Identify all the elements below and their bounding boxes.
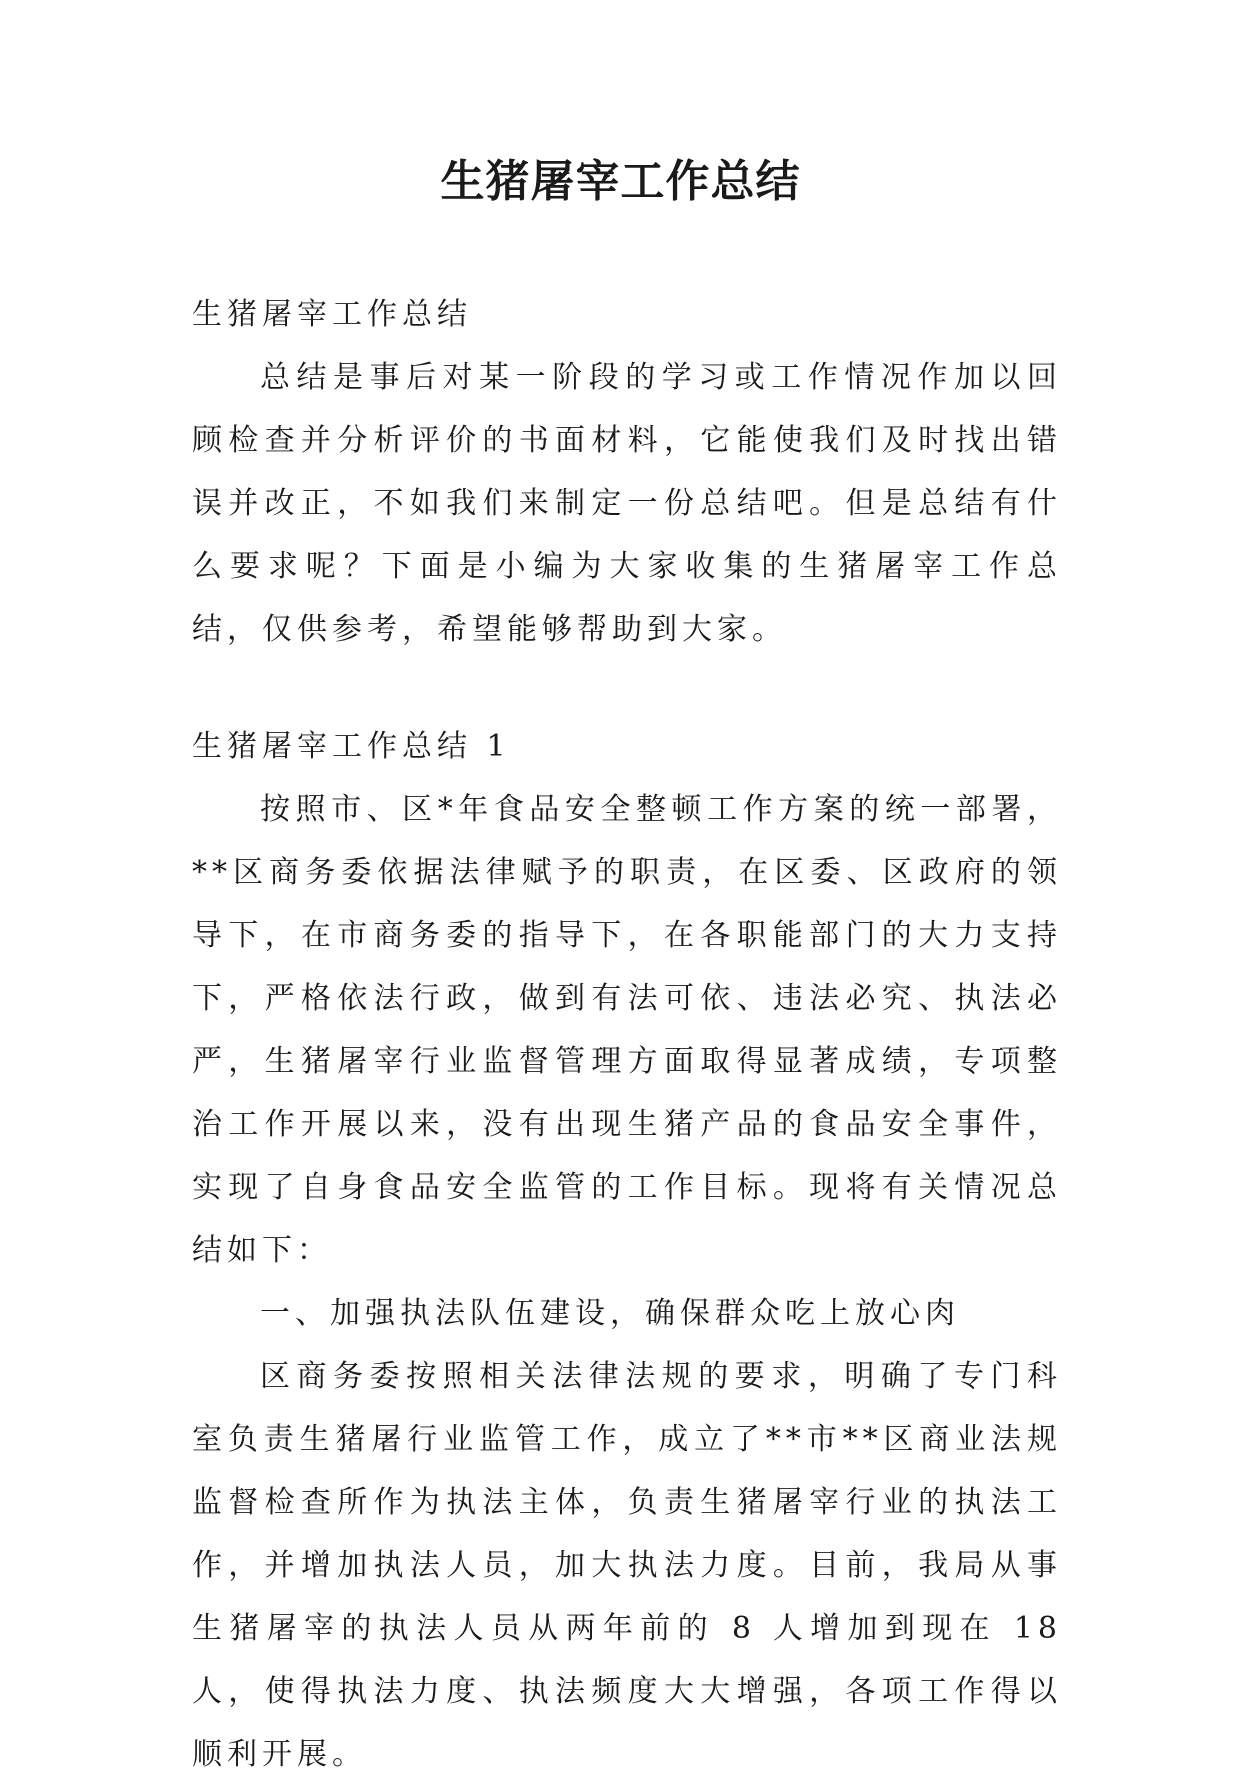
section-paragraph-2: 区商务委按照相关法律法规的要求，明确了专门科室负责生猪屠行业监管工作，成立了**市**区商业法规监督检查所作为执法主体，负责生猪屠宰行业的执法工作，并增加执法人员，加大执法力度。目前，我局从事生猪屠宰的执法人员从两年前的 8 人增加到现在 18 人，使得执法力度、执法频度大大增强，各项工作得以顺利开展。 <box>192 1359 1062 1772</box>
intro-paragraph: 总结是事后对某一阶段的学习或工作情况作加以回顾检查并分析评价的书面材料，它能使我们及时找出错误并改正，不如我们来制定一份总结吧。但是总结有什么要求呢？下面是小编为大家收集的生猪屠宰工作总结，仅供参考，希望能够帮助到大家。 <box>192 360 1062 647</box>
document-body <box>192 283 1062 1786</box>
section-point-heading: 一、加强执法队伍建设，确保群众吃上放心肉 <box>260 1296 960 1331</box>
section-paragraph-1: 按照市、区*年食品安全整顿工作方案的统一部署，**区商务委依据法律赋予的职责，在区委、区政府的领导下，在市商务委的指导下，在各职能部门的大力支持下，严格依法行政，做到有法可依、违法必究、执法必严，生猪屠宰行业监督管理方面取得显著成绩，专项整治工作开展以来，没有出现生猪产品的食品安全事件，实现了自身食品安全监管的工作目标。现将有关情况总结如下： <box>192 792 1062 1268</box>
document-subtitle: 生猪屠宰工作总结 <box>192 297 472 332</box>
section-spacer <box>192 661 1062 715</box>
document-title: 生猪屠宰工作总结 <box>440 156 801 207</box>
section-heading: 生猪屠宰工作总结 1 <box>192 729 511 764</box>
